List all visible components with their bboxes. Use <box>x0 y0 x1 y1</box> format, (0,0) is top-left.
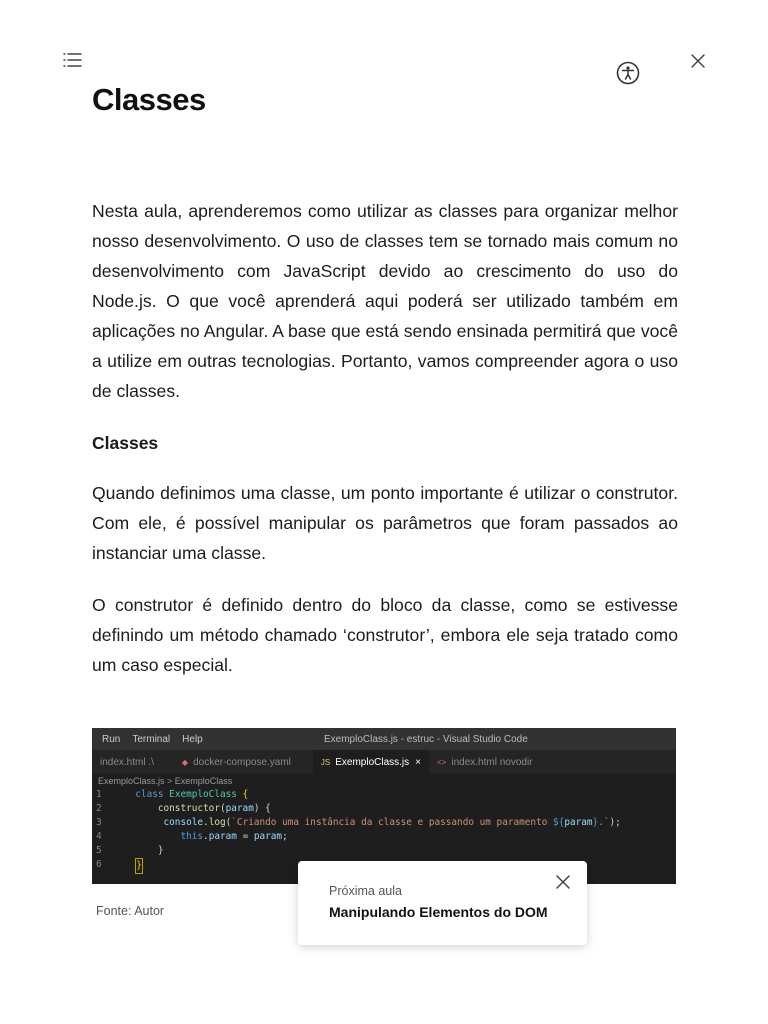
accessibility-icon <box>615 60 641 86</box>
tab-close-icon: × <box>415 756 421 768</box>
editor-tabs <box>92 750 676 774</box>
html-file-icon: <> <box>437 757 447 767</box>
code-text: this.param = param; <box>180 831 288 842</box>
docker-icon: ◆ <box>181 757 189 767</box>
code-text: constructor(param) { <box>157 803 271 814</box>
figure-caption: Fonte: Autor <box>96 904 165 918</box>
code-text: } <box>124 858 143 872</box>
js-file-icon: JS <box>320 757 331 767</box>
line-number: 1 <box>96 789 102 800</box>
list-icon <box>62 50 84 70</box>
menu-help: Help <box>182 733 203 745</box>
next-lesson-title[interactable]: Manipulando Elementos do DOM <box>329 904 548 920</box>
next-lesson-label: Próxima aula <box>329 884 402 898</box>
line-number: 3 <box>96 817 102 828</box>
line-number: 5 <box>96 845 102 856</box>
code-lines <box>92 788 676 872</box>
code-line <box>92 816 676 830</box>
page-title: Classes <box>92 82 206 117</box>
code-line <box>92 788 676 802</box>
next-lesson-card[interactable] <box>298 861 587 945</box>
close-icon <box>688 51 708 71</box>
lesson-content <box>92 196 678 702</box>
constructor-definition-paragraph: O construtor é definido dentro do bloco da classe, como se estivesse definindo um método chamado ‘construtor’, embora ele seja tratado como um caso especial. <box>92 595 678 675</box>
menu-button[interactable] <box>62 50 84 70</box>
accessibility-button[interactable] <box>615 60 641 86</box>
close-icon <box>555 874 571 890</box>
editor-menubar <box>92 728 676 750</box>
menu-run: Run <box>102 733 121 745</box>
menu-terminal: Terminal <box>132 733 171 745</box>
constructor-paragraph: Quando definimos uma classe, um ponto importante é utilizar o construtor. Com ele, é possível manipular os parâmetros que foram passados ao instanciar uma classe. <box>92 483 678 563</box>
code-text: console.log(`Criando uma instância da classe e passando um paramento ${param}.`); <box>163 817 621 828</box>
line-number: 6 <box>96 859 102 870</box>
editor-breadcrumb: ExemploClass.js > ExemploClass <box>98 776 233 786</box>
code-text: } <box>157 845 164 856</box>
intro-paragraph: Nesta aula, aprenderemos como utilizar as classes para organizar melhor nosso desenvolvimento. O uso de classes tem se tornado mais comum no desenvolvimento com JavaScript devido ao crescimento do uso do Node.js. O que você aprenderá aqui poderá ser utilizado também em aplicações no Angular. A base que está sendo ensinada permitirá que você a utilize em outras tecnologias. Portanto, vamos compreender agora o uso de classes. <box>92 201 678 401</box>
editor-tab-active: JS ExemploClass.js × <box>313 750 429 774</box>
code-line <box>92 844 676 858</box>
close-button[interactable] <box>688 51 708 71</box>
code-line <box>92 802 676 816</box>
next-lesson-close-button[interactable] <box>555 874 571 890</box>
editor-window-title: ExemploClass.js - estruc - Visual Studio Code <box>324 733 528 745</box>
line-number: 4 <box>96 831 102 842</box>
section-heading: Classes <box>92 433 159 453</box>
code-text: class ExemploClass { <box>135 789 249 800</box>
editor-tab: index.html .\ <box>100 756 154 768</box>
editor-tab: <> index.html novodir <box>437 756 533 768</box>
line-number: 2 <box>96 803 102 814</box>
code-line <box>92 830 676 844</box>
editor-tab: ◆ docker-compose.yaml <box>181 756 291 768</box>
